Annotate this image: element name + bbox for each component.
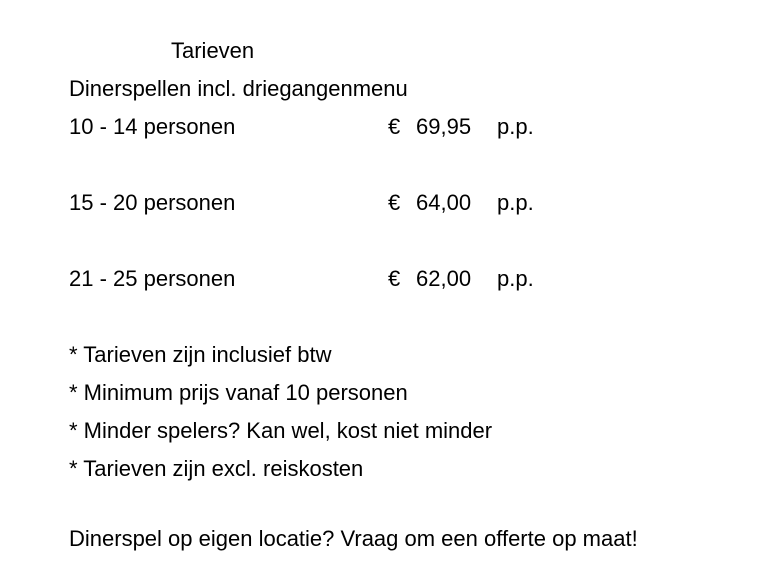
rate-row xyxy=(69,266,719,292)
note-item: * Minimum prijs vanaf 10 personen xyxy=(69,380,408,405)
note-item: * Minder spelers? Kan wel, kost niet minder xyxy=(69,418,493,443)
rate-unit: p.p. xyxy=(497,266,534,291)
rate-persons: 21 - 25 personen xyxy=(69,266,236,291)
footer-text: Dinerspel op eigen locatie? Vraag om een offerte op maat! xyxy=(69,526,638,551)
rate-row xyxy=(69,190,719,216)
page-title: Tarieven xyxy=(171,38,255,63)
rate-currency: € xyxy=(388,190,401,215)
note-item: * Tarieven zijn inclusief btw xyxy=(69,342,332,367)
page-subtitle: Dinerspellen incl. driegangenmenu xyxy=(69,76,408,101)
rate-row xyxy=(69,114,719,140)
rate-currency: € xyxy=(388,114,401,139)
rate-amount: 62,00 xyxy=(416,266,472,291)
rate-unit: p.p. xyxy=(497,114,534,139)
rate-currency: € xyxy=(388,266,401,291)
rate-amount: 69,95 xyxy=(416,114,472,139)
rate-persons: 15 - 20 personen xyxy=(69,190,236,215)
rate-unit: p.p. xyxy=(497,190,534,215)
note-item: * Tarieven zijn excl. reiskosten xyxy=(69,456,364,481)
rate-amount: 64,00 xyxy=(416,190,472,215)
rate-persons: 10 - 14 personen xyxy=(69,114,236,139)
